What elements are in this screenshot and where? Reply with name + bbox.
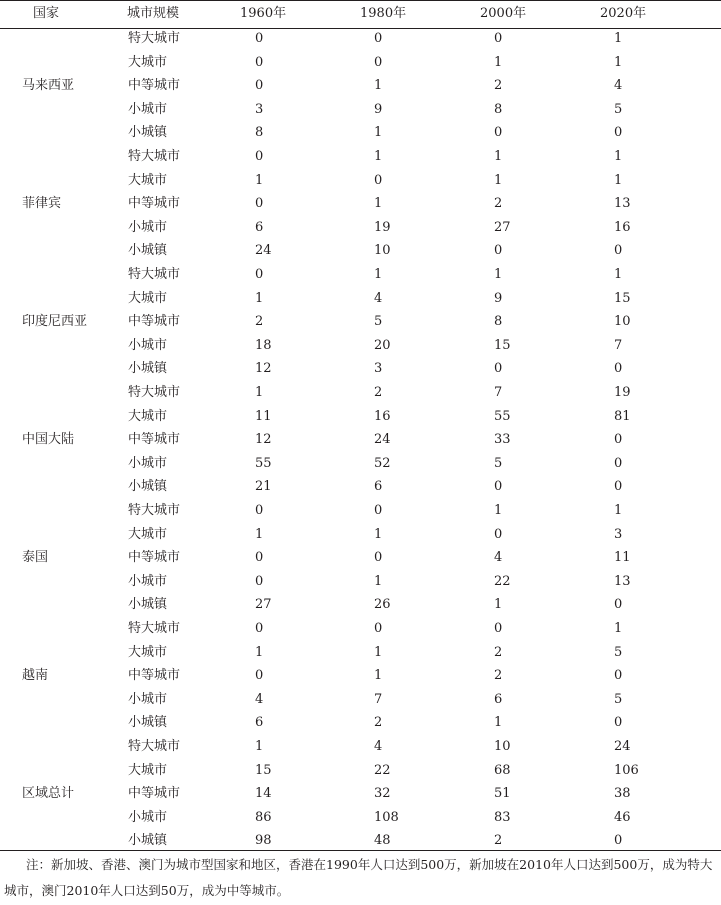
value-2000-cell: 2	[494, 668, 503, 684]
value-1960-cell: 6	[255, 219, 264, 235]
city-size-cell: 小城市	[128, 337, 168, 353]
value-2000-cell: 8	[494, 101, 503, 117]
value-2000-cell: 0	[494, 621, 503, 636]
value-1960-cell: 6	[255, 715, 264, 731]
value-1980-cell: 10	[374, 243, 391, 259]
value-1960-cell: 1	[255, 526, 264, 542]
value-2000-cell: 2	[494, 833, 503, 849]
value-2020-cell: 0	[614, 833, 623, 849]
city-size-cell: 中等城市	[128, 78, 181, 94]
value-2020-cell: 3	[614, 526, 623, 542]
value-2020-cell: 0	[614, 125, 623, 141]
value-1960-cell: 24	[255, 243, 272, 259]
value-2000-cell: 9	[494, 290, 503, 306]
value-2000-cell: 5	[494, 455, 503, 471]
value-2000-cell: 27	[494, 219, 511, 235]
value-1980-cell: 0	[374, 621, 383, 636]
city-size-cell: 中等城市	[128, 550, 181, 566]
value-1980-cell: 1	[374, 668, 383, 684]
value-1980-cell: 0	[374, 31, 383, 46]
value-2020-cell: 5	[614, 691, 623, 707]
city-size-cell: 小城市	[128, 691, 168, 707]
value-2020-cell: 1	[614, 54, 623, 70]
city-size-cell: 小城镇	[128, 361, 168, 377]
value-1960-cell: 12	[255, 361, 272, 377]
city-size-cell: 小城市	[128, 809, 168, 825]
value-2000-cell: 22	[494, 573, 511, 589]
value-1980-cell: 3	[374, 361, 383, 377]
value-2000-cell: 6	[494, 691, 503, 707]
value-1960-cell: 0	[255, 78, 264, 94]
header-1980: 1980年	[360, 6, 407, 21]
value-1980-cell: 20	[374, 337, 391, 353]
value-2020-cell: 0	[614, 597, 623, 613]
value-2000-cell: 0	[494, 526, 503, 542]
city-size-cell: 特大城市	[128, 267, 181, 282]
city-size-cell: 大城市	[128, 526, 168, 542]
value-2000-cell: 15	[494, 337, 511, 353]
value-2020-cell: 7	[614, 337, 623, 353]
value-1960-cell: 0	[255, 31, 264, 46]
value-2020-cell: 19	[614, 385, 631, 400]
value-1960-cell: 0	[255, 668, 264, 684]
value-2020-cell: 24	[614, 739, 631, 754]
country-cell: 中国大陆	[22, 432, 75, 448]
value-2020-cell: 13	[614, 196, 631, 212]
value-2020-cell: 0	[614, 668, 623, 684]
value-2020-cell: 13	[614, 573, 631, 589]
value-2020-cell: 0	[614, 479, 623, 495]
value-2000-cell: 7	[494, 385, 503, 400]
city-size-cell: 小城镇	[128, 597, 168, 613]
value-1960-cell: 18	[255, 337, 272, 353]
value-1960-cell: 0	[255, 573, 264, 589]
city-size-cell: 大城市	[128, 644, 168, 660]
city-size-cell: 大城市	[128, 54, 168, 70]
value-2020-cell: 1	[614, 31, 623, 46]
value-1980-cell: 24	[374, 432, 391, 448]
value-2000-cell: 1	[494, 172, 503, 188]
city-size-cell: 中等城市	[128, 432, 181, 448]
value-2020-cell: 5	[614, 101, 623, 117]
city-size-cell: 小城市	[128, 573, 168, 589]
value-2000-cell: 68	[494, 762, 511, 778]
value-1980-cell: 4	[374, 290, 383, 306]
header-city-size: 城市规模	[127, 6, 180, 21]
city-size-cell: 中等城市	[128, 786, 181, 802]
value-1960-cell: 11	[255, 408, 272, 424]
value-2000-cell: 0	[494, 31, 503, 46]
value-1980-cell: 2	[374, 385, 383, 400]
value-1980-cell: 48	[374, 833, 391, 849]
value-1980-cell: 1	[374, 149, 383, 164]
city-size-cell: 小城市	[128, 101, 168, 117]
value-2020-cell: 0	[614, 455, 623, 471]
value-1960-cell: 3	[255, 101, 264, 117]
value-1980-cell: 9	[374, 101, 383, 117]
city-size-cell: 大城市	[128, 408, 168, 424]
value-1960-cell: 98	[255, 833, 272, 849]
city-size-cell: 特大城市	[128, 31, 181, 46]
city-size-cell: 特大城市	[128, 149, 181, 164]
value-1980-cell: 1	[374, 196, 383, 212]
country-cell: 区域总计	[22, 786, 75, 802]
value-2000-cell: 83	[494, 809, 511, 825]
city-size-cell: 特大城市	[128, 385, 181, 400]
value-1980-cell: 19	[374, 219, 391, 235]
value-2000-cell: 8	[494, 314, 503, 330]
value-2020-cell: 1	[614, 267, 623, 282]
value-1960-cell: 0	[255, 196, 264, 212]
value-2000-cell: 1	[494, 54, 503, 70]
value-2000-cell: 0	[494, 479, 503, 495]
value-1960-cell: 0	[255, 550, 264, 566]
value-1960-cell: 1	[255, 644, 264, 660]
value-2020-cell: 1	[614, 149, 623, 164]
header-country: 国家	[33, 6, 60, 21]
city-size-cell: 中等城市	[128, 196, 181, 212]
table-bottom-rule	[0, 850, 721, 851]
value-1980-cell: 6	[374, 479, 383, 495]
value-1960-cell: 86	[255, 809, 272, 825]
value-1960-cell: 12	[255, 432, 272, 448]
value-2000-cell: 1	[494, 503, 503, 518]
city-size-cell: 中等城市	[128, 668, 181, 684]
value-1960-cell: 1	[255, 290, 264, 306]
value-1960-cell: 0	[255, 503, 264, 518]
table-note: 注：新加坡、香港、澳门为城市型国家和地区，香港在1990年人口达到500万，新加坡在2010年人口达到500万，成为特大城市，澳门2010年人口达到50万，成为中等城市。	[4, 857, 713, 898]
value-1980-cell: 5	[374, 314, 383, 330]
value-2000-cell: 2	[494, 644, 503, 660]
value-2000-cell: 0	[494, 243, 503, 259]
city-size-cell: 大城市	[128, 762, 168, 778]
city-size-cell: 小城市	[128, 219, 168, 235]
city-size-cell: 小城镇	[128, 243, 168, 259]
value-1980-cell: 4	[374, 739, 383, 754]
value-1980-cell: 52	[374, 455, 391, 471]
value-2000-cell: 55	[494, 408, 511, 424]
value-2000-cell: 4	[494, 550, 503, 566]
value-2020-cell: 11	[614, 550, 631, 566]
value-1960-cell: 0	[255, 267, 264, 282]
value-2000-cell: 0	[494, 361, 503, 377]
value-2020-cell: 106	[614, 762, 639, 778]
value-1960-cell: 55	[255, 455, 272, 471]
value-1960-cell: 2	[255, 314, 264, 330]
value-1980-cell: 1	[374, 125, 383, 141]
country-cell: 马来西亚	[22, 78, 75, 94]
value-1960-cell: 4	[255, 691, 264, 707]
city-size-cell: 小城镇	[128, 715, 168, 731]
value-1980-cell: 26	[374, 597, 391, 613]
value-1980-cell: 0	[374, 172, 383, 188]
city-size-cell: 特大城市	[128, 503, 181, 518]
value-2020-cell: 1	[614, 503, 623, 518]
value-2020-cell: 0	[614, 243, 623, 259]
value-2000-cell: 51	[494, 786, 511, 802]
value-1960-cell: 15	[255, 762, 272, 778]
value-1980-cell: 32	[374, 786, 391, 802]
value-2000-cell: 0	[494, 125, 503, 141]
table-header-rule	[0, 28, 721, 29]
value-1980-cell: 22	[374, 762, 391, 778]
value-2020-cell: 4	[614, 78, 623, 94]
value-1960-cell: 14	[255, 786, 272, 802]
city-size-cell: 大城市	[128, 290, 168, 306]
value-1980-cell: 0	[374, 550, 383, 566]
value-2020-cell: 38	[614, 786, 631, 802]
country-cell: 印度尼西亚	[22, 314, 88, 330]
value-1960-cell: 0	[255, 54, 264, 70]
value-2020-cell: 81	[614, 408, 631, 424]
header-2000: 2000年	[480, 6, 527, 21]
value-2000-cell: 33	[494, 432, 511, 448]
value-2020-cell: 1	[614, 172, 623, 188]
value-1980-cell: 0	[374, 54, 383, 70]
header-2020: 2020年	[600, 6, 647, 21]
city-size-cell: 小城镇	[128, 833, 168, 849]
value-1960-cell: 8	[255, 125, 264, 141]
country-cell: 越南	[22, 668, 49, 684]
value-1980-cell: 1	[374, 78, 383, 94]
value-1980-cell: 1	[374, 267, 383, 282]
value-1960-cell: 0	[255, 149, 264, 164]
city-size-cell: 特大城市	[128, 621, 181, 636]
country-cell: 泰国	[22, 550, 49, 566]
city-size-cell: 特大城市	[128, 739, 181, 754]
city-size-cell: 小城市	[128, 455, 168, 471]
value-1980-cell: 2	[374, 715, 383, 731]
value-2020-cell: 5	[614, 644, 623, 660]
city-size-cell: 中等城市	[128, 314, 181, 330]
value-1960-cell: 21	[255, 479, 272, 495]
city-size-cell: 小城镇	[128, 479, 168, 495]
city-size-cell: 大城市	[128, 172, 168, 188]
header-1960: 1960年	[240, 6, 287, 21]
value-2000-cell: 2	[494, 78, 503, 94]
value-2020-cell: 10	[614, 314, 631, 330]
value-2020-cell: 46	[614, 809, 631, 825]
value-2020-cell: 16	[614, 219, 631, 235]
value-2000-cell: 2	[494, 196, 503, 212]
value-1980-cell: 1	[374, 573, 383, 589]
value-1960-cell: 27	[255, 597, 272, 613]
value-2020-cell: 0	[614, 361, 623, 377]
value-1980-cell: 0	[374, 503, 383, 518]
value-1980-cell: 1	[374, 526, 383, 542]
value-2000-cell: 1	[494, 597, 503, 613]
country-cell: 菲律宾	[22, 196, 62, 212]
value-2020-cell: 1	[614, 621, 623, 636]
value-1960-cell: 1	[255, 739, 264, 754]
value-1980-cell: 108	[374, 809, 399, 825]
value-2020-cell: 0	[614, 715, 623, 731]
value-2020-cell: 0	[614, 432, 623, 448]
value-1980-cell: 16	[374, 408, 391, 424]
value-2000-cell: 1	[494, 715, 503, 731]
value-1960-cell: 1	[255, 385, 264, 400]
value-1980-cell: 7	[374, 691, 383, 707]
value-1960-cell: 0	[255, 621, 264, 636]
value-2020-cell: 15	[614, 290, 631, 306]
value-1960-cell: 1	[255, 172, 264, 188]
value-1980-cell: 1	[374, 644, 383, 660]
city-size-cell: 小城镇	[128, 125, 168, 141]
value-2000-cell: 10	[494, 739, 511, 754]
value-2000-cell: 1	[494, 149, 503, 164]
value-2000-cell: 1	[494, 267, 503, 282]
